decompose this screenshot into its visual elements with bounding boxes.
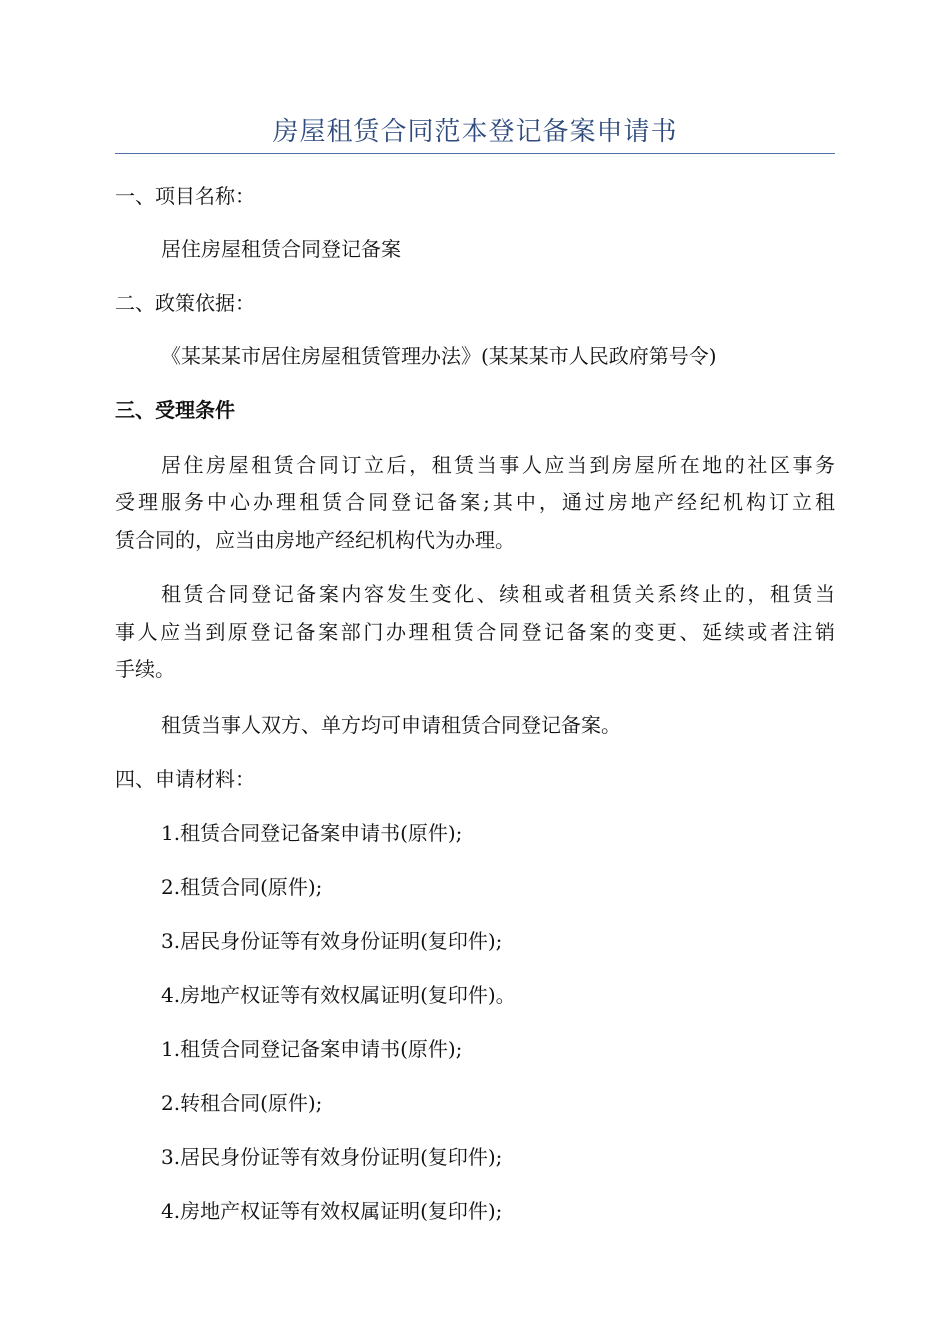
section-2-content: 《某某某市居住房屋租赁管理办法》(某某某市人民政府第号令)	[161, 344, 717, 368]
list-item: 1.租赁合同登记备案申请书(原件);	[161, 821, 463, 845]
list-item: 3.居民身份证等有效身份证明(复印件);	[161, 929, 503, 953]
section-1-content: 居住房屋租赁合同登记备案	[161, 237, 401, 261]
list-item: 4.房地产权证等有效权属证明(复印件);	[161, 1199, 503, 1223]
section-3-para-1-line-2: 受理服务中心办理租赁合同登记备案;其中，通过房地产经纪机构订立租	[115, 490, 835, 514]
section-1-heading: 一、项目名称：	[115, 184, 255, 208]
section-4-heading: 四、申请材料：	[115, 767, 255, 791]
section-2-heading: 二、政策依据：	[115, 291, 255, 315]
section-3-para-2-line-1: 租赁合同登记备案内容发生变化、续租或者租赁关系终止的，租赁当	[161, 582, 835, 606]
list-item: 2.租赁合同(原件);	[161, 875, 323, 899]
section-3-heading: 三、受理条件	[115, 398, 235, 422]
list-item: 4.房地产权证等有效权属证明(复印件)。	[161, 983, 516, 1007]
section-3-para-1-line-3: 赁合同的，应当由房地产经纪机构代为办理。	[115, 528, 515, 552]
section-3-para-2-line-3: 手续。	[115, 657, 175, 681]
section-3-para-2-line-2: 事人应当到原登记备案部门办理租赁合同登记备案的变更、延续或者注销	[115, 620, 835, 644]
document-title: 房屋租赁合同范本登记备案申请书	[272, 117, 678, 147]
section-3-para-3: 租赁当事人双方、单方均可申请租赁合同登记备案。	[161, 713, 621, 737]
list-item: 2.转租合同(原件);	[161, 1091, 323, 1115]
title-underline	[115, 153, 835, 154]
section-3-para-1-line-1: 居住房屋租赁合同订立后，租赁当事人应当到房屋所在地的社区事务	[161, 453, 835, 477]
list-item: 3.居民身份证等有效身份证明(复印件);	[161, 1145, 503, 1169]
list-item: 1.租赁合同登记备案申请书(原件);	[161, 1037, 463, 1061]
